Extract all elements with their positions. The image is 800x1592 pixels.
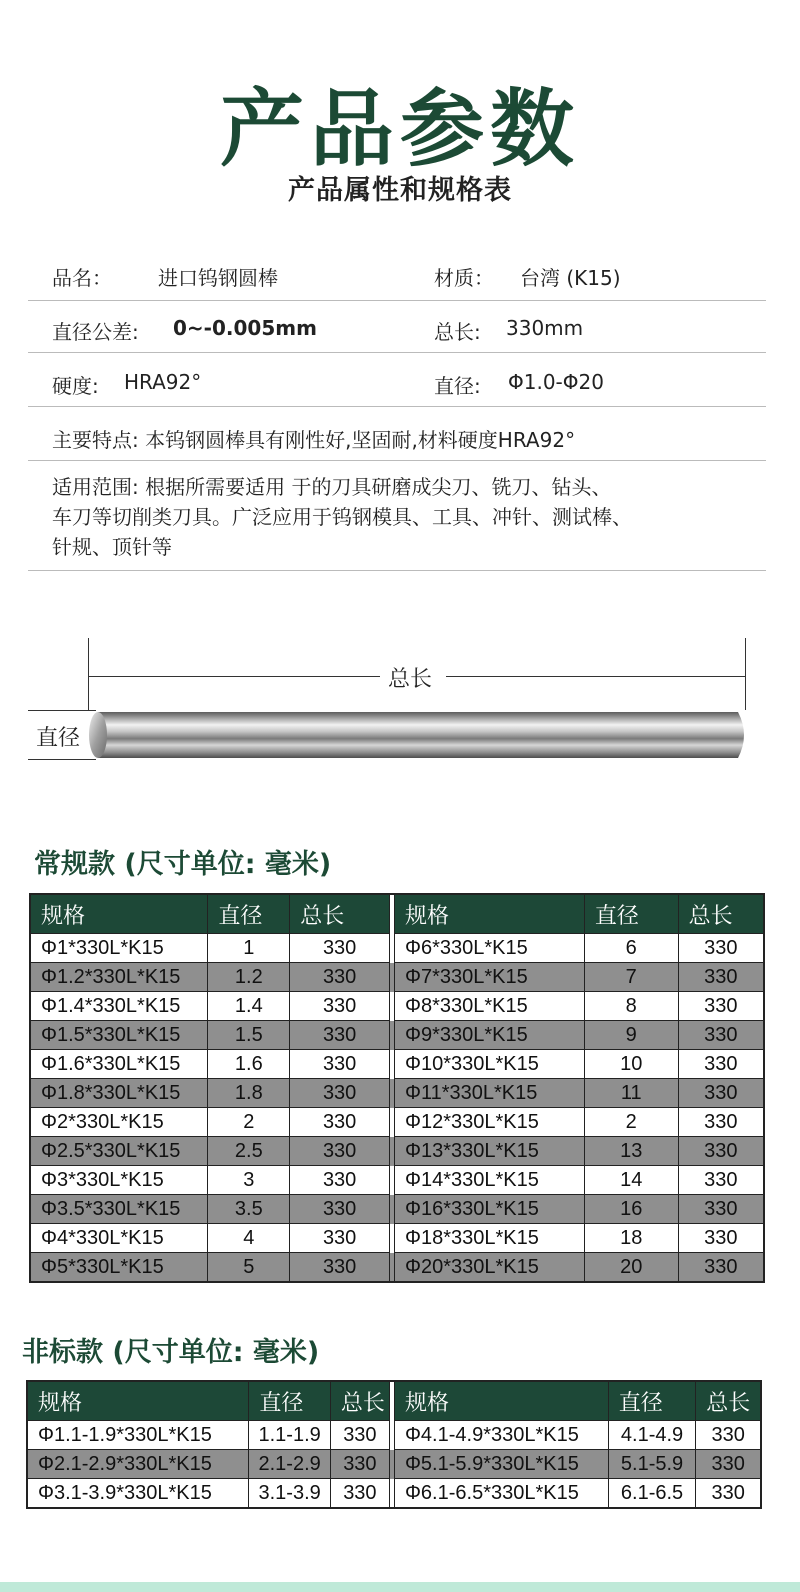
std-header-length-right: 总长 (678, 894, 764, 934)
hardness-value: HRA92° (124, 370, 202, 394)
diameter-cell: 2.1-2.9 (249, 1450, 330, 1479)
spec-row-name (28, 262, 766, 301)
std-header-diameter-left: 直径 (208, 894, 290, 934)
hardness-label: 硬度: (52, 374, 99, 398)
diameter-cell: 5 (208, 1253, 290, 1283)
ns-header-diameter-right: 直径 (608, 1381, 696, 1421)
table-row (30, 1021, 764, 1050)
scope-line-1: 适用范围: 根据所需要适用 于的刀具研磨成尖刀、铣刀、钻头、 (52, 475, 612, 499)
diameter-cell: 6 (584, 934, 678, 963)
scope-line-2: 车刀等切削类刀具。广泛应用于钨钢模具、工具、冲针、测试棒、 (52, 505, 632, 529)
nonstandard-section-title: 非标款 (尺寸单位: 毫米) (22, 1337, 320, 1368)
length-cell: 330 (678, 1195, 764, 1224)
spec-cell: Φ14*330L*K15 (395, 1166, 585, 1195)
table-row (30, 1253, 764, 1283)
spec-cell: Φ1.8*330L*K15 (30, 1079, 208, 1108)
diameter-value: Φ1.0-Φ20 (508, 370, 604, 394)
spec-row-features (28, 424, 766, 461)
length-cell: 330 (290, 934, 390, 963)
diameter-cell: 1.1-1.9 (249, 1421, 330, 1450)
ns-header-diameter-left: 直径 (249, 1381, 330, 1421)
length-cell: 330 (330, 1479, 389, 1509)
spec-cell: Φ7*330L*K15 (395, 963, 585, 992)
diameter-dimension-label: 直径 (36, 726, 81, 751)
length-dimension-label: 总长 (388, 667, 433, 692)
table-row (30, 963, 764, 992)
table-row (30, 1050, 764, 1079)
standard-spec-table (29, 893, 765, 1283)
length-cell: 330 (678, 1079, 764, 1108)
footer-bar (0, 1582, 800, 1592)
dim-line-right (745, 638, 746, 710)
std-header-spec-right: 规格 (395, 894, 585, 934)
length-cell: 330 (290, 1079, 390, 1108)
length-cell: 330 (290, 1166, 390, 1195)
length-cell: 330 (678, 1108, 764, 1137)
diameter-cell: 1.5 (208, 1021, 290, 1050)
table-row (27, 1479, 761, 1509)
length-cell: 330 (696, 1421, 761, 1450)
tolerance-value: 0~-0.005mm (173, 316, 317, 340)
dim-line-length-left (88, 676, 380, 677)
diameter-cell: 14 (584, 1166, 678, 1195)
length-cell: 330 (290, 1253, 390, 1283)
diameter-cell: 3.5 (208, 1195, 290, 1224)
material-label: 材质： (434, 266, 494, 290)
spec-cell: Φ16*330L*K15 (395, 1195, 585, 1224)
std-header-diameter-right: 直径 (584, 894, 678, 934)
table-row (30, 1137, 764, 1166)
length-cell: 330 (330, 1421, 389, 1450)
ns-header-length-right: 总长 (696, 1381, 761, 1421)
spec-cell: Φ5*330L*K15 (30, 1253, 208, 1283)
spec-cell: Φ5.1-5.9*330L*K15 (394, 1450, 608, 1479)
spec-cell: Φ10*330L*K15 (395, 1050, 585, 1079)
carbide-rod-image (86, 708, 754, 762)
spec-cell: Φ13*330L*K15 (395, 1137, 585, 1166)
diameter-cell: 9 (584, 1021, 678, 1050)
spec-cell: Φ11*330L*K15 (395, 1079, 585, 1108)
length-cell: 330 (290, 1021, 390, 1050)
length-cell: 330 (696, 1479, 761, 1509)
spec-row-hardness (28, 370, 766, 407)
length-cell: 330 (678, 1166, 764, 1195)
length-cell: 330 (290, 1195, 390, 1224)
spec-row-scope (28, 472, 766, 571)
diameter-label: 直径: (434, 374, 481, 398)
spec-cell: Φ2.5*330L*K15 (30, 1137, 208, 1166)
standard-section-title: 常规款 (尺寸单位: 毫米) (34, 849, 332, 880)
length-cell: 330 (678, 992, 764, 1021)
scope-line-3: 针规、顶针等 (52, 535, 172, 559)
spec-cell: Φ3*330L*K15 (30, 1166, 208, 1195)
length-cell: 330 (330, 1450, 389, 1479)
scope-text (52, 472, 632, 562)
spec-cell: Φ2.1-2.9*330L*K15 (27, 1450, 249, 1479)
diameter-cell: 2 (584, 1108, 678, 1137)
spec-cell: Φ6.1-6.5*330L*K15 (394, 1479, 608, 1509)
table-row (30, 1079, 764, 1108)
diameter-cell: 6.1-6.5 (608, 1479, 696, 1509)
length-cell: 330 (678, 1137, 764, 1166)
dim-line-length-right (446, 676, 746, 677)
length-cell: 330 (290, 1050, 390, 1079)
spec-cell: Φ1.1-1.9*330L*K15 (27, 1421, 249, 1450)
dim-line-left (88, 638, 89, 710)
name-label: 品名： (52, 266, 112, 290)
spec-cell: Φ12*330L*K15 (395, 1108, 585, 1137)
page-title: 产品参数 (219, 80, 580, 178)
ns-header-length-left: 总长 (330, 1381, 389, 1421)
spec-cell: Φ4.1-4.9*330L*K15 (394, 1421, 608, 1450)
spec-cell: Φ3.5*330L*K15 (30, 1195, 208, 1224)
spec-cell: Φ2*330L*K15 (30, 1108, 208, 1137)
std-header-length-left: 总长 (290, 894, 390, 934)
ns-header-spec-right: 规格 (394, 1381, 608, 1421)
length-cell: 330 (678, 1224, 764, 1253)
length-cell: 330 (678, 934, 764, 963)
diameter-cell: 11 (584, 1079, 678, 1108)
spec-cell: Φ8*330L*K15 (395, 992, 585, 1021)
diameter-cell: 2 (208, 1108, 290, 1137)
diameter-cell: 3 (208, 1166, 290, 1195)
nonstandard-spec-table (26, 1380, 762, 1509)
diameter-cell: 8 (584, 992, 678, 1021)
table-row (30, 1195, 764, 1224)
spec-cell: Φ1.2*330L*K15 (30, 963, 208, 992)
table-row (30, 992, 764, 1021)
length-cell: 330 (290, 992, 390, 1021)
length-cell: 330 (290, 1224, 390, 1253)
diameter-cell: 4 (208, 1224, 290, 1253)
length-cell: 330 (678, 1021, 764, 1050)
diameter-cell: 13 (584, 1137, 678, 1166)
length-cell: 330 (678, 963, 764, 992)
material-value: 台湾 (K15) (520, 266, 621, 290)
spec-cell: Φ1.5*330L*K15 (30, 1021, 208, 1050)
spec-cell: Φ20*330L*K15 (395, 1253, 585, 1283)
page-subtitle: 产品属性和规格表 (288, 175, 512, 206)
length-cell: 330 (678, 1253, 764, 1283)
diameter-cell: 20 (584, 1253, 678, 1283)
diameter-cell: 7 (584, 963, 678, 992)
std-header-spec-left: 规格 (30, 894, 208, 934)
spec-cell: Φ1.6*330L*K15 (30, 1050, 208, 1079)
table-row (30, 1166, 764, 1195)
table-row (30, 934, 764, 963)
spec-cell: Φ6*330L*K15 (395, 934, 585, 963)
spec-cell: Φ1*330L*K15 (30, 934, 208, 963)
length-cell: 330 (290, 1108, 390, 1137)
diameter-cell: 18 (584, 1224, 678, 1253)
diameter-cell: 3.1-3.9 (249, 1479, 330, 1509)
length-label: 总长: (434, 320, 481, 344)
tolerance-label: 直径公差: (52, 320, 139, 344)
features-text: 主要特点: 本钨钢圆棒具有刚性好,坚固耐,材料硬度HRA92° (52, 428, 576, 452)
diameter-cell: 2.5 (208, 1137, 290, 1166)
length-value: 330mm (506, 316, 584, 340)
diameter-cell: 1.6 (208, 1050, 290, 1079)
diameter-cell: 16 (584, 1195, 678, 1224)
table-row (27, 1450, 761, 1479)
spec-cell: Φ18*330L*K15 (395, 1224, 585, 1253)
table-row (27, 1421, 761, 1450)
diameter-cell: 5.1-5.9 (608, 1450, 696, 1479)
diameter-cell: 1.8 (208, 1079, 290, 1108)
table-row (30, 1108, 764, 1137)
table-row (30, 1224, 764, 1253)
diameter-cell: 1 (208, 934, 290, 963)
length-cell: 330 (696, 1450, 761, 1479)
length-cell: 330 (290, 963, 390, 992)
diameter-cell: 1.2 (208, 963, 290, 992)
spec-cell: Φ9*330L*K15 (395, 1021, 585, 1050)
diameter-cell: 1.4 (208, 992, 290, 1021)
spec-cell: Φ1.4*330L*K15 (30, 992, 208, 1021)
spec-cell: Φ4*330L*K15 (30, 1224, 208, 1253)
spec-cell: Φ3.1-3.9*330L*K15 (27, 1479, 249, 1509)
diameter-cell: 10 (584, 1050, 678, 1079)
name-value: 进口钨钢圆棒 (158, 266, 278, 290)
length-cell: 330 (290, 1137, 390, 1166)
spec-row-tolerance (28, 316, 766, 353)
diameter-cell: 4.1-4.9 (608, 1421, 696, 1450)
ns-header-spec-left: 规格 (27, 1381, 249, 1421)
length-cell: 330 (678, 1050, 764, 1079)
